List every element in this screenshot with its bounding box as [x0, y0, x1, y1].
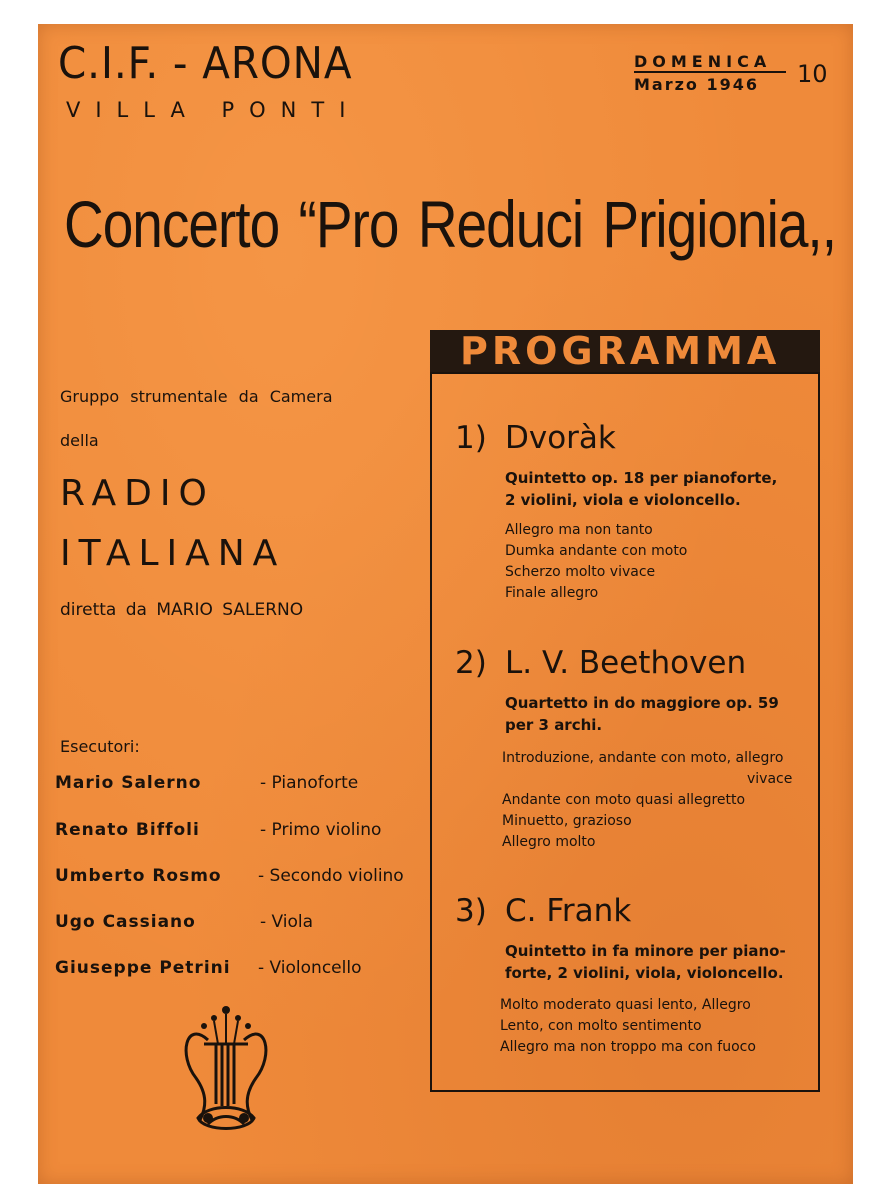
- performer-name: Umberto Rosmo: [55, 866, 222, 886]
- title-word: “Pro: [298, 187, 399, 262]
- ensemble-name-radio: RADIO: [60, 473, 215, 514]
- movement: Introduzione, andante con moto, allegro: [502, 750, 784, 766]
- title-word: Prigionia,,: [602, 187, 836, 262]
- movement: Allegro ma non tanto: [505, 522, 653, 538]
- ensemble-line: Gruppo strumentale da Camera: [60, 387, 333, 406]
- date-day-number: 10: [797, 60, 828, 88]
- programma-heading: PROGRAMMA: [460, 329, 781, 373]
- performer-name: Renato Biffoli: [55, 820, 200, 840]
- performer-name: Ugo Cassiano: [55, 912, 196, 932]
- concert-title: [64, 186, 836, 263]
- movement: vivace: [747, 771, 793, 787]
- performer-role: - Violoncello: [258, 958, 362, 978]
- composer-name: L. V. Beethoven: [505, 645, 747, 681]
- movement: Molto moderato quasi lento, Allegro: [500, 997, 751, 1013]
- performer-role: - Viola: [260, 912, 314, 932]
- movement: Allegro molto: [502, 834, 596, 850]
- title-word: Reduci: [417, 187, 584, 262]
- program-number: 1): [455, 420, 487, 456]
- movement: Dumka andante con moto: [505, 543, 688, 559]
- ensemble-name-italiana: ITALIANA: [60, 533, 286, 574]
- performer-name: Giuseppe Petrini: [55, 958, 231, 978]
- piece-title: Quintetto in fa minore per piano-: [505, 942, 786, 960]
- performers-label: Esecutori:: [60, 737, 140, 756]
- movement: Lento, con molto sentimento: [500, 1018, 702, 1034]
- piece-title: Quintetto op. 18 per pianoforte,: [505, 469, 778, 487]
- movement: Allegro ma non troppo ma con fuoco: [500, 1039, 756, 1055]
- date-divider: [634, 71, 786, 73]
- performer-role: - Primo violino: [260, 820, 382, 840]
- date-month-year: Marzo 1946: [634, 75, 760, 94]
- piece-title: Quartetto in do maggiore op. 59: [505, 694, 779, 712]
- movement: Minuetto, grazioso: [502, 813, 632, 829]
- ensemble-della: della: [60, 431, 99, 450]
- performer-role: - Secondo violino: [258, 866, 404, 886]
- performer-role: - Pianoforte: [260, 773, 359, 793]
- performer-name: Mario Salerno: [55, 773, 202, 793]
- org-name: C.I.F. - ARONA: [58, 38, 353, 89]
- composer-name: C. Frank: [505, 893, 632, 929]
- date-day: DOMENICA: [634, 52, 772, 71]
- movement: Scherzo molto vivace: [505, 564, 656, 580]
- piece-title: 2 violini, viola e violoncello.: [505, 491, 741, 509]
- director-line: diretta da MARIO SALERNO: [60, 600, 304, 620]
- title-word: Concerto: [64, 187, 280, 262]
- movement: Andante con moto quasi allegretto: [502, 792, 746, 808]
- movement: Finale allegro: [505, 585, 599, 601]
- program-number: 2): [455, 645, 487, 681]
- piece-title: per 3 archi.: [505, 716, 603, 734]
- lyre-icon: [178, 1000, 274, 1140]
- piece-title: forte, 2 violini, viola, violoncello.: [505, 964, 784, 982]
- program-number: 3): [455, 893, 487, 929]
- venue-name: VILLA PONTI: [66, 98, 361, 122]
- composer-name: Dvoràk: [505, 420, 616, 456]
